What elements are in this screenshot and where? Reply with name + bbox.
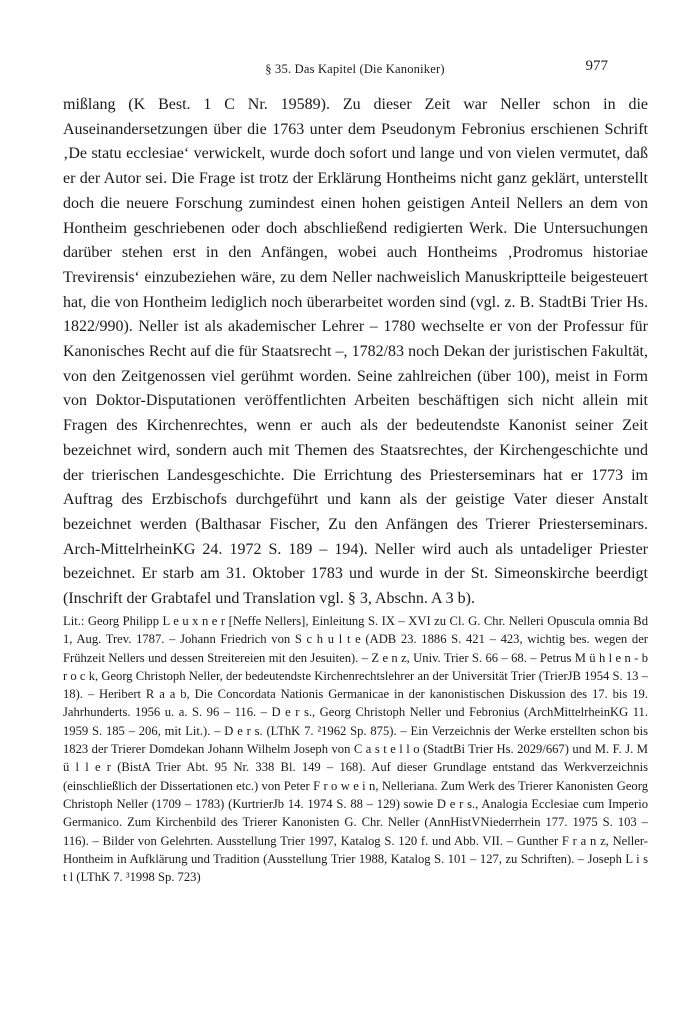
running-head: § 35. Das Kapitel (Die Kanoniker) bbox=[265, 62, 445, 76]
body-paragraph: mißlang (K Best. 1 C Nr. 19589). Zu dieser Zeit war Neller schon in die Auseinandersetzungen über die 1763 unter dem Pseudonym Febronius erschienen Schrift ‚De statu ecclesiae‘ verwickelt, wurde doch sofort und lange und von vielen vermutet, daß er der Autor sei. Die Frage ist trotz der Erklärung Hontheims nicht ganz geklärt, unterstellt doch die neuere Forschung zumindest einen hohen geistigen Anteil Nellers an dem von Hontheim geschriebenen oder doch abschließend redigierten Werk. Die Untersuchungen darüber stehen erst in den Anfängen, wobei auch Hontheims ‚Prodromus historiae Trevirensis‘ einzubeziehen wäre, zu dem Neller nachweislich Manuskriptteile beigesteuert hat, die von Hontheim lediglich noch überarbeitet worden sind (vgl. z. B. StadtBi Trier Hs. 1822/990). Neller ist als akademischer Lehrer – 1780 wechselte er von der Professur für Kanonisches Recht auf die für Staatsrecht –, 1782/83 noch Dekan der juristischen Fakultät, von den Zeitgenossen viel gerühmt worden. Seine zahlreichen (über 100), meist in Form von Doktor-Disputationen veröffentlichten Arbeiten beschäftigen sich nicht allein mit Fragen des Kirchenrechtes, wenn er auch als der bedeutendste Kanonist seiner Zeit bezeichnet wird, sondern auch mit Themen des Staatsrechtes, der Kirchengeschichte und der trierischen Landesgeschichte. Die Errichtung des Priesterseminars hat er 1773 im Auftrag des Erzbischofs durchgeführt und kann als der geistige Vater dieser Anstalt bezeichnet werden (Balthasar Fischer, Zu den Anfängen des Trierer Priesterseminars. Arch-MittelrheinKG 24. 1972 S. 189 – 194). Neller wird auch als untadeliger Priester bezeichnet. Er starb am 31. Oktober 1783 und wurde in der St. Simeonskirche beerdigt (Inschrift der Grabtafel und Translation vgl. § 3, Abschn. A 3 b). bbox=[63, 96, 648, 608]
literature-block bbox=[63, 612, 648, 886]
main-text bbox=[63, 93, 648, 612]
page-number: 977 bbox=[585, 58, 608, 74]
literature-paragraph: Lit.: Georg Philipp L e u x n e r [Neffe Nellers], Einleitung S. IX – XVI zu Cl. G. Chr. Nelleri Opuscula omnia Bd 1, Aug. Trev. 1787. – Johann Friedrich von S c h u l t e (ADB 23. 1886 S. 421 – 423, wichtig bes. wegen der Frühzeit Nellers und dessen Streitereien mit den Jesuiten). – Z e n z, Univ. Trier S. 66 – 68. – Petrus M ü h l e n - b r o c k, Georg Christoph Neller, der bedeutendste Kirchenrechtslehrer an der Universität Trier (TrierJB 1954 S. 13 – 18). – Heribert R a a b, Die Concordata Nationis Germanicae in der kanonistischen Diskussion des 17. bis 19. Jahrhunderts. 1956 u. a. S. 96 – 116. – D e r s., Georg Christoph Neller und Febronius (ArchMittelrheinKG 11. 1959 S. 185 – 206, mit Lit.). – D e r s. (LThK 7. ²1962 Sp. 875). – Ein Verzeichnis der Werke erstellten schon bis 1823 der Trierer Domdekan Johann Wilhelm Joseph von C a s t e l l o (StadtBi Trier Hs. 2029/667) und M. F. J. M ü l l e r (BistA Trier Abt. 95 Nr. 338 Bl. 149 – 168). Auf dieser Grundlage entstand das Werkverzeichnis (einschließlich der Dissertationen etc.) von Peter F r o w e i n, Nelleriana. Zum Werk des Trierer Kanonisten Georg Christoph Neller (1709 – 1783) (KurtrierJb 14. 1974 S. 88 – 129) sowie D e r s., Analogia Ecclesiae cum Imperio Germanico. Zum Kirchenbild des Trierer Kanonisten G. Chr. Neller (AnnHistVNiederrhein 177. 1975 S. 103 – 116). – Bilder von Gelehrten. Ausstellung Trier 1997, Katalog S. 120 f. und Abb. VII. – Gunther F r a n z, Neller-Hontheim in Aufklärung und Tradition (Ausstellung Trier 1988, Katalog S. 101 – 127, zu Schriften). – Joseph L i s t l (LThK 7. ³1998 Sp. 723) bbox=[63, 614, 648, 885]
